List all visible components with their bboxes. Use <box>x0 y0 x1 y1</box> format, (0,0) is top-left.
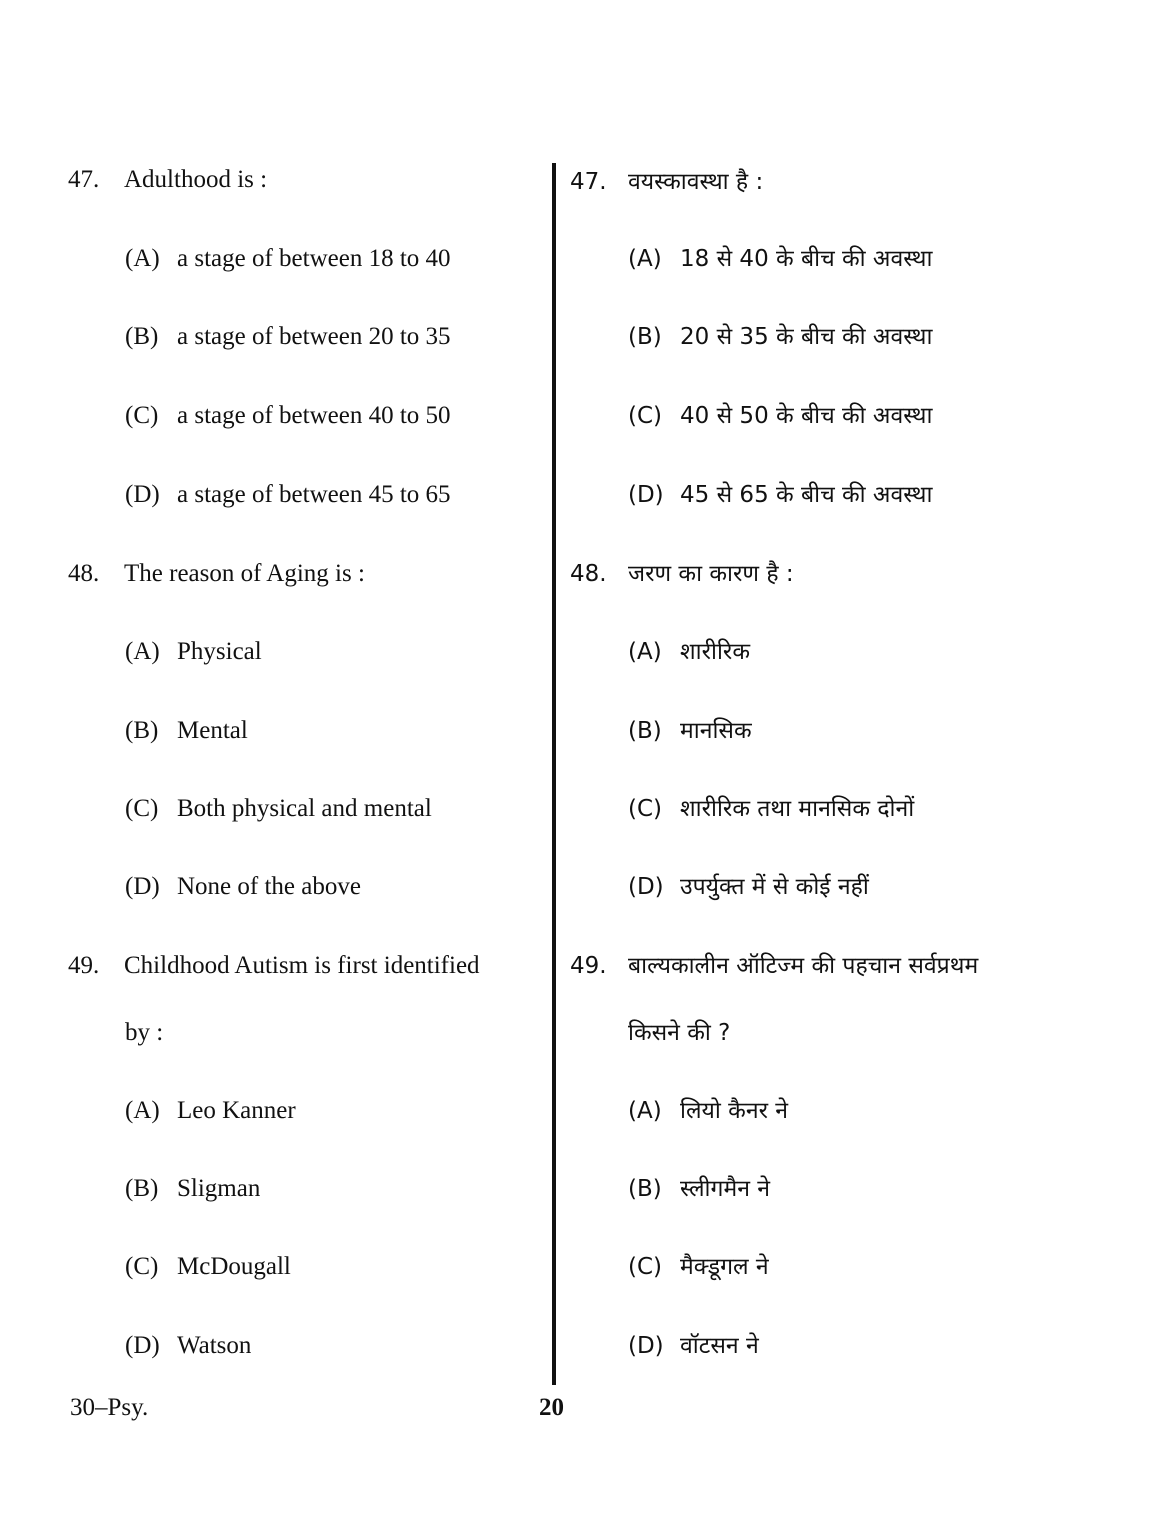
option-label: (C) <box>125 1253 159 1280</box>
option-text: a stage of between 40 to 50 <box>177 402 451 429</box>
option-text: a stage of between 18 to 40 <box>177 245 451 272</box>
option-label: (B) <box>125 1175 159 1202</box>
option-label: (B) <box>628 718 662 744</box>
option-d <box>125 480 451 510</box>
question-text: वयस्कावस्था है : <box>628 169 764 195</box>
option-text: Physical <box>177 638 262 665</box>
question-text: Childhood Autism is first identified <box>124 952 480 979</box>
option-label: (B) <box>125 717 159 744</box>
option-label: (C) <box>628 796 663 822</box>
option-c <box>125 401 451 431</box>
question-text: जरण का कारण है : <box>628 561 794 587</box>
option-text: लियो कैनर ने <box>680 1098 789 1124</box>
page-number: 20 <box>539 1394 564 1421</box>
option-label: (A) <box>125 638 160 665</box>
question-number: 48. <box>68 560 100 587</box>
question-number: 47. <box>68 166 100 193</box>
option-d <box>628 1331 759 1361</box>
question-number: 49. <box>570 953 607 979</box>
option-a <box>125 1096 296 1126</box>
option-text: 20 से 35 के बीच की अवस्था <box>680 324 933 350</box>
question-47-stem <box>68 165 267 195</box>
option-text: None of the above <box>177 873 361 900</box>
option-text: McDougall <box>177 1253 291 1280</box>
column-divider <box>552 163 556 1385</box>
option-text: Leo Kanner <box>177 1097 296 1124</box>
option-label: (A) <box>125 245 160 272</box>
option-b <box>125 1174 260 1204</box>
option-label: (C) <box>628 1254 663 1280</box>
paper-code: 30–Psy. <box>70 1394 149 1421</box>
option-label: (B) <box>628 1176 662 1202</box>
option-text: मैक्डूगल ने <box>680 1254 769 1280</box>
option-text: Mental <box>177 717 248 744</box>
option-label: (A) <box>628 639 662 665</box>
option-text: 45 से 65 के बीच की अवस्था <box>680 482 933 508</box>
option-text: स्लीगमैन ने <box>680 1176 771 1202</box>
option-d <box>125 872 361 902</box>
option-a <box>125 244 451 274</box>
option-b <box>628 322 932 352</box>
question-text: बाल्यकालीन ऑटिज्म की पहचान सर्वप्रथम <box>628 953 979 979</box>
option-text: Sligman <box>177 1175 261 1202</box>
option-label: (A) <box>628 246 662 272</box>
option-label: (D) <box>125 481 160 508</box>
option-text: Both physical and mental <box>177 795 432 822</box>
question-text: The reason of Aging is : <box>124 560 365 587</box>
option-label: (C) <box>628 403 663 429</box>
option-label: (D) <box>125 873 160 900</box>
option-label: (D) <box>628 1333 664 1359</box>
option-text: वॉटसन ने <box>680 1333 759 1359</box>
option-label: (A) <box>628 1098 662 1124</box>
option-label: (C) <box>125 795 159 822</box>
option-a <box>628 637 750 667</box>
option-d <box>628 872 869 902</box>
option-label: (C) <box>125 402 159 429</box>
question-text: Adulthood is : <box>124 166 268 193</box>
option-text: 18 से 40 के बीच की अवस्था <box>680 246 933 272</box>
option-c <box>125 794 432 824</box>
option-b <box>125 716 248 746</box>
option-c <box>628 794 914 824</box>
option-text: a stage of between 45 to 65 <box>177 481 451 508</box>
option-label: (B) <box>125 323 159 350</box>
option-d <box>628 480 932 510</box>
option-text: मानसिक <box>680 718 752 744</box>
option-text: Watson <box>177 1332 252 1359</box>
option-text: शारीरिक तथा मानसिक दोनों <box>680 796 915 822</box>
option-label: (A) <box>125 1097 160 1124</box>
option-text: 40 से 50 के बीच की अवस्था <box>680 403 933 429</box>
question-47-stem <box>570 167 763 197</box>
option-text: शारीरिक <box>680 639 750 665</box>
question-number: 49. <box>68 952 100 979</box>
option-c <box>628 1252 769 1282</box>
option-b <box>125 322 451 352</box>
option-c <box>628 401 932 431</box>
option-label: (D) <box>125 1332 160 1359</box>
option-b <box>628 1174 770 1204</box>
option-d <box>125 1331 251 1361</box>
option-text: उपर्युक्त में से कोई नहीं <box>680 874 869 900</box>
question-number: 47. <box>570 169 607 195</box>
option-a <box>628 1096 788 1126</box>
option-label: (B) <box>628 324 662 350</box>
question-number: 48. <box>570 561 607 587</box>
option-a <box>628 244 932 274</box>
option-a <box>125 637 262 667</box>
question-48-stem <box>68 559 365 589</box>
question-49-stem <box>68 951 480 981</box>
question-48-stem <box>570 559 794 589</box>
option-c <box>125 1252 291 1282</box>
option-label: (D) <box>628 874 664 900</box>
option-text: a stage of between 20 to 35 <box>177 323 451 350</box>
question-49-stem <box>570 951 978 981</box>
question-49-stem-continued: by : <box>125 1019 164 1046</box>
option-b <box>628 716 752 746</box>
question-49-stem-continued: किसने की ? <box>628 1020 731 1046</box>
option-label: (D) <box>628 482 664 508</box>
